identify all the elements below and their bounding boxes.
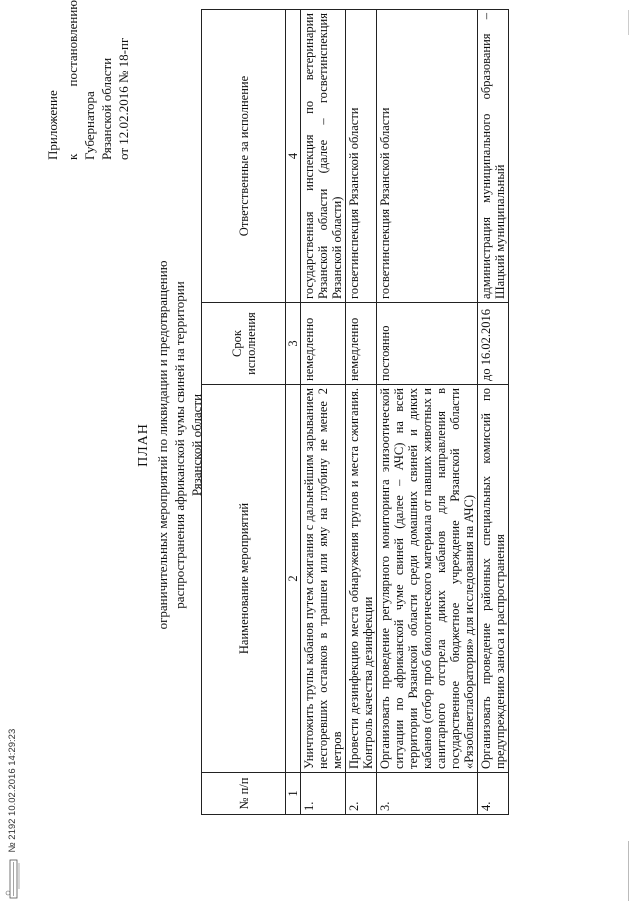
header-deadline: Срок исполнения [202, 303, 286, 385]
row-activity: Организовать проведение районных специальных комиссий по предупреждению заноса и распространения [478, 385, 509, 773]
row-deadline: постоянно [377, 303, 478, 385]
appendix-title: Приложение [45, 90, 60, 160]
header-activity: Наименование мероприятий [202, 385, 286, 773]
registration-stamp [4, 699, 22, 899]
row-responsible: администрация муниципального образования – Шацкий муниципальный [478, 10, 509, 303]
plan-heading [135, 125, 205, 765]
registry-logo-icon [5, 859, 21, 899]
stamp-number: № 2192 10.02.2016 14:29:23 [7, 728, 19, 853]
table-row [301, 10, 346, 815]
table-row [377, 10, 478, 815]
row-responsible: государственная инспекция по ветеринарии Рязанской области (далее – госветинспекция Рязанской области) [301, 10, 346, 303]
column-number-row [286, 10, 301, 815]
appendix-line-3: от 12.02.2016 № 18-пг [116, 37, 131, 160]
plan-subtitle-1: ограничительных мероприятий по ликвидации и предотвращению [155, 260, 170, 630]
appendix-line-1: к постановлению Губернатора [65, 0, 97, 160]
plan-subtitle-3: Рязанской области [189, 393, 204, 497]
row-num: 2. [346, 773, 377, 815]
scan-artifact [628, 10, 629, 35]
column-number: 2 [286, 385, 301, 773]
row-num: 3. [377, 773, 478, 815]
plan-table [201, 9, 509, 815]
plan-subtitle-2: распространения африканской чумы свиней на территории [172, 281, 187, 609]
appendix-block [44, 0, 132, 160]
row-responsible: госветинспекция Рязанской области [346, 10, 377, 303]
row-num: 4. [478, 773, 509, 815]
row-activity: Провести дезинфекцию места обнаружения трупов и места сжигания. Контроль качества дезинфекции [346, 385, 377, 773]
row-num: 1. [301, 773, 346, 815]
column-number: 1 [286, 773, 301, 815]
row-deadline: до 16.02.2016 [478, 303, 509, 385]
table-row [346, 10, 377, 815]
row-activity: Организовать проведение регулярного мониторинга эпизоотической ситуации по африканской чуме свиней (далее – АЧС) на всей территории Рязанской области среди домашних свиней и диких кабанов (отбор проб биологического материала от павших животных и санитарного отстрела диких кабанов для направления в государственное бюджетное учреждение Рязанской области «Рязоблветлаборатория» для исследования на АЧС) [377, 385, 478, 773]
table-row [478, 10, 509, 815]
column-number: 4 [286, 10, 301, 303]
row-deadline: немедленно [301, 303, 346, 385]
row-responsible: госветинспекция Рязанской области [377, 10, 478, 303]
header-responsible: Ответственные за исполнение [202, 10, 286, 303]
row-activity: Уничтожить трупы кабанов путем сжигания с дальнейшим зарыванием несгоревших останков в траншеи или яму на глубину не менее 2 метров [301, 385, 346, 773]
plan-title: ПЛАН [136, 423, 151, 467]
scan-artifact [628, 841, 629, 901]
column-number: 3 [286, 303, 301, 385]
appendix-line-2: Рязанской области [99, 57, 114, 160]
header-num: № п/п [202, 773, 286, 815]
row-deadline: немедленно [346, 303, 377, 385]
table-header-row [202, 10, 286, 815]
